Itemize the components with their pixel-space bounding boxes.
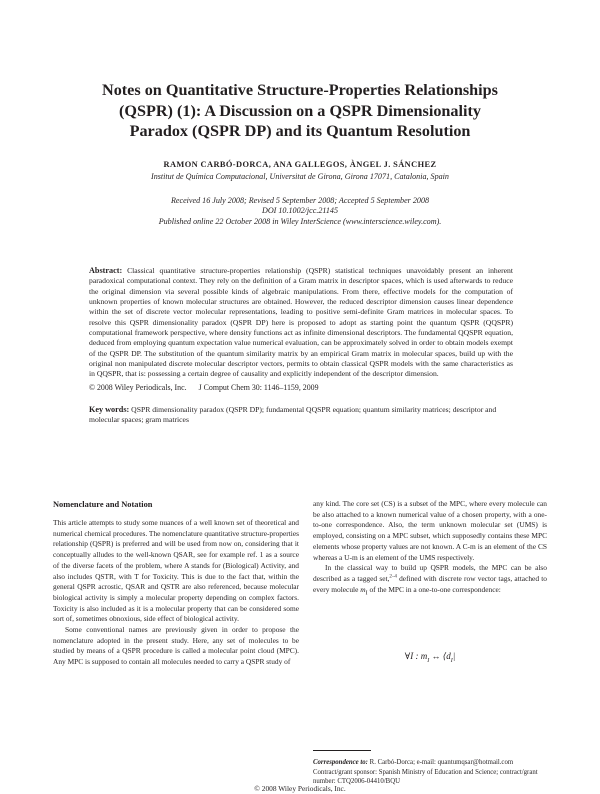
copyright-citation — [89, 383, 319, 392]
equation: ∀I : $m_I$ ↔ $⟨d_I|$ — [404, 651, 456, 664]
received-dates: Received 16 July 2008; Revised 5 September 2008; Accepted 5 September 2008 — [170, 196, 430, 205]
journal-citation: J Comput Chem 30: 1146–1159, 2009 — [198, 383, 319, 392]
text-run: defined with discrete row vector tags, attached to every molecule — [313, 573, 547, 594]
math-subscript: I — [365, 590, 368, 597]
published-online: Published online 22 October 2008 in Wiley InterScience (www.interscience.wiley.com). — [158, 216, 442, 226]
keywords-label: Key words: — [89, 405, 130, 414]
copyright-notice: © 2008 Wiley Periodicals, Inc. — [89, 383, 187, 392]
citation-ref: 2–4 — [389, 574, 397, 580]
affiliation: Institut de Química Computacional, Universitat de Girona, Girona 17071, Catalonia, Spain — [151, 172, 449, 181]
keywords — [89, 405, 513, 426]
author-list: RAMON CARBÓ-DORCA, ANA GALLEGOS, ÀNGEL J. SÁNCHEZ — [163, 160, 437, 169]
math-var: m — [360, 584, 366, 594]
paragraph: This article attempts to study some nuances of a well known set of theoretical and numerical chemical procedures. The nomenclature quantitative structure-properties relationship (QSPR) is preferred and will be used from now on, considering that it conceptually alludes to the well-known QSAR, see for example ref. 1 as a source of the diverse facets of the problem, where A stands for (Biological) Activity, and also includes QSTR, with T for Toxicity. This is due to the fact that, within the general QSPR acrostic, QSAR and QSTR are also referenced, because molecular biological activity is simply a molecular property depending on complex factors. Toxicity is also included as it is a molecular property that can be considered some sort of, sometimes obnoxious, side effect of biological activity. — [53, 518, 299, 624]
correspondence-label: Correspondence to: — [313, 759, 368, 766]
footnote-rule — [313, 750, 371, 751]
title-line: Paradox (QSPR DP) and its Quantum Resolution — [129, 122, 471, 140]
keywords-text: QSPR dimensionality paradox (QSPR DP); fundamental QQSPR equation; quantum similarity matrices; descriptor and molecular spaces; gram matrices — [89, 405, 497, 425]
text-run: In the classical way to build up QSPR models, the MPC can be also described as a tagged set, — [313, 563, 547, 583]
left-column — [53, 518, 299, 668]
paragraph — [313, 563, 547, 599]
paragraph: Some conventional names are previously given in order to propose the nomenclature adopted in the present study. Here, any set of molecules to be studied by means of a QSPR procedure is called a molecular point cloud (MPC). Any MPC is supposed to contain all molecules needed to carry a QSPR study of — [53, 625, 299, 667]
doi: DOI 10.1002/jcc.21145 — [261, 206, 339, 216]
abstract — [89, 266, 513, 380]
paragraph: any kind. The core set (CS) is a subset of the MPC, where every molecule can be also attached to a known numerical value of a chosen property, with a one-to-one correspondence. Also, the term unknown molecular set (UMS) is employed, consisting on a MPC subset, which supposedly contains these MPC elements whose property values are not known. A C-m is an element of the CS whereas a U-m is an element of the UMS respectively. — [313, 499, 547, 562]
footnote — [313, 758, 547, 787]
section-heading: Nomenclature and Notation — [53, 500, 153, 509]
publication-dates — [60, 196, 540, 227]
title-line: Notes on Quantitative Structure-Properties Relationships — [102, 81, 498, 99]
right-column — [313, 499, 547, 599]
page-footer: © 2008 Wiley Periodicals, Inc. — [254, 784, 346, 793]
text-run: of the MPC in a one-to-one correspondence: — [367, 584, 501, 594]
title-line: (QSPR) (1): A Discussion on a QSPR Dimensionality — [118, 101, 481, 120]
abstract-label: Abstract: — [89, 266, 123, 275]
abstract-text: Classical quantitative structure-properties relationship (QSPR) statistical techniques unavoidably present an inherent paradoxical computational context. They rely on the definition of a Gram matrix in descriptor spaces, which is used afterwards to reduce the original dimension via several possible kinds of algebraic manipulations. From there, effective models for the computation of unknown properties of known molecular structures are obtained. However, the reduced descriptor dimension causes linear dependence within the set of discrete vector molecular representations, leading to positive semi-definite Gram matrices in molecular spaces. To resolve this QSPR dimensionality paradox (QSPR DP) here is proposed to adopt as starting point the quantum QSPR (QQSPR) computational framework perspective, where density functions act as infinite dimensional descriptors. The fundamental QQSPR equation, deduced from employing quantum expectation value numerical evaluation, can be approximately solved in order to obtain models exempt of the QSPR DP. The substitution of the quantum similarity matrix by an empirical Gram matrix in molecular spaces, build up with the original non manipulated discrete molecular descriptor vectors, permits to obtain classical QSPR models with the same characteristics as in QQSPR, that is: possessing a certain degree of causality and explicitly independent of the descriptor dimension. — [89, 266, 513, 379]
correspondence-text: R. Carbó-Dorca; e-mail: quantumqsar@hotmail.com — [369, 759, 514, 766]
correspondence — [313, 758, 547, 768]
grant-info: Contract/grant sponsor: Spanish Ministry of Education and Science; contract/grant number: CTQ2006-04410/BQU — [313, 768, 538, 786]
article-title — [60, 80, 540, 142]
